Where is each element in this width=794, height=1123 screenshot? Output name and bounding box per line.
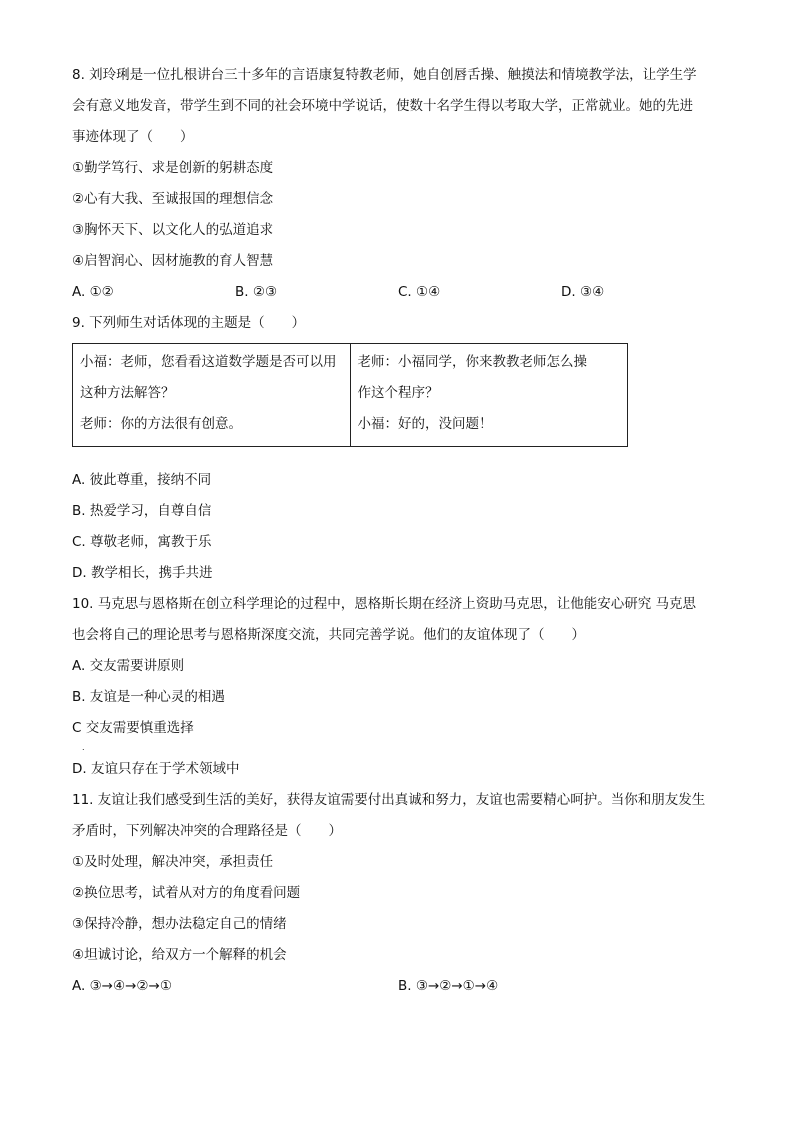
exam-page bbox=[72, 60, 724, 1002]
question-11-options bbox=[72, 971, 724, 1002]
dialog-left-line-1: 小福：老师，您看看这道数学题是否可以用 bbox=[80, 354, 337, 370]
question-8-options bbox=[72, 277, 724, 308]
question-9-stem: 9. 下列师生对话体现的主题是（ ） bbox=[72, 315, 306, 331]
dialog-left-cell bbox=[73, 344, 351, 447]
question-8-option-d[interactable]: D. ③④ bbox=[561, 284, 605, 300]
question-8 bbox=[72, 60, 724, 308]
question-11-item-1: ①及时处理，解决冲突，承担责任 bbox=[72, 854, 274, 870]
question-8-option-b[interactable]: B. ②③ bbox=[235, 284, 278, 300]
question-8-stem-line-1: 8. 刘玲琍是一位扎根讲台三十多年的言语康复特教老师，她自创唇舌操、触摸法和情境教学法，让学生学 bbox=[72, 67, 697, 83]
question-11-item-3: ③保持冷静，想办法稳定自己的情绪 bbox=[72, 916, 287, 932]
question-8-item-4: ④启智润心、因材施教的育人智慧 bbox=[72, 253, 274, 269]
question-9-option-d[interactable]: D. 教学相长，携手共进 bbox=[72, 565, 213, 581]
question-11-option-b[interactable]: B. ③→②→①→④ bbox=[398, 978, 499, 994]
question-10-option-a[interactable]: A. 交友需要讲原则 bbox=[72, 658, 185, 674]
dialog-left-line-3: 老师：你的方法很有创意。 bbox=[80, 416, 242, 432]
question-11 bbox=[72, 785, 724, 1002]
question-10-option-c[interactable]: C 交友需要慎重选择 bbox=[72, 720, 194, 736]
question-10-option-d[interactable]: D. 友谊只存在于学术领域中 bbox=[72, 761, 240, 777]
question-9-option-c[interactable]: C. 尊敬老师，寓教于乐 bbox=[72, 534, 212, 550]
question-11-item-4: ④坦诚讨论，给双方一个解释的机会 bbox=[72, 947, 287, 963]
question-11-stem-line-2: 矛盾时，下列解决冲突的合理路径是（ ） bbox=[72, 823, 342, 839]
question-11-stem-line-1: 11. 友谊让我们感受到生活的美好，获得友谊需要付出真诚和努力，友谊也需要精心呵护。当你和朋友发生 bbox=[72, 792, 706, 808]
dialog-right-line-2: 作这个程序？ bbox=[357, 385, 439, 401]
question-8-stem-line-3: 事迹体现了（ ） bbox=[72, 129, 194, 145]
question-10 bbox=[72, 589, 724, 785]
question-10-stem-line-2: 也会将自己的理论思考与恩格斯深度交流，共同完善学说。他们的友谊体现了（ ） bbox=[72, 627, 585, 643]
stray-mark: . bbox=[82, 743, 85, 752]
dialog-right-line-1: 老师：小福同学，你来教教老师怎么操 bbox=[357, 354, 587, 370]
dialog-right-line-3: 小福：好的，没问题！ bbox=[357, 416, 493, 432]
dialog-right-cell bbox=[350, 344, 628, 447]
question-8-option-a[interactable]: A. ①② bbox=[72, 284, 114, 300]
question-8-item-3: ③胸怀天下、以文化人的弘道追求 bbox=[72, 222, 274, 238]
dialog-left-line-2: 这种方法解答？ bbox=[80, 385, 175, 401]
question-10-option-b[interactable]: B. 友谊是一种心灵的相遇 bbox=[72, 689, 225, 705]
question-9 bbox=[72, 308, 724, 589]
dialog-table bbox=[72, 343, 628, 447]
question-8-item-1: ①勤学笃行、求是创新的躬耕态度 bbox=[72, 160, 274, 176]
question-11-option-a[interactable]: A. ③→④→②→① bbox=[72, 978, 172, 994]
question-8-stem-line-2: 会有意义地发音，带学生到不同的社会环境中学说话，使数十名学生得以考取大学，正常就业。她的先进 bbox=[72, 98, 693, 114]
question-11-item-2: ②换位思考，试着从对方的角度看问题 bbox=[72, 885, 301, 901]
question-9-option-a[interactable]: A. 彼此尊重，接纳不同 bbox=[72, 472, 212, 488]
question-8-option-c[interactable]: C. ①④ bbox=[398, 284, 441, 300]
question-9-option-b[interactable]: B. 热爱学习，自尊自信 bbox=[72, 503, 212, 519]
question-8-item-2: ②心有大我、至诚报国的理想信念 bbox=[72, 191, 274, 207]
question-10-stem-line-1: 10. 马克思与恩格斯在创立科学理论的过程中，恩格斯长期在经济上资助马克思，让他能安心研究 马克思 bbox=[72, 596, 697, 612]
